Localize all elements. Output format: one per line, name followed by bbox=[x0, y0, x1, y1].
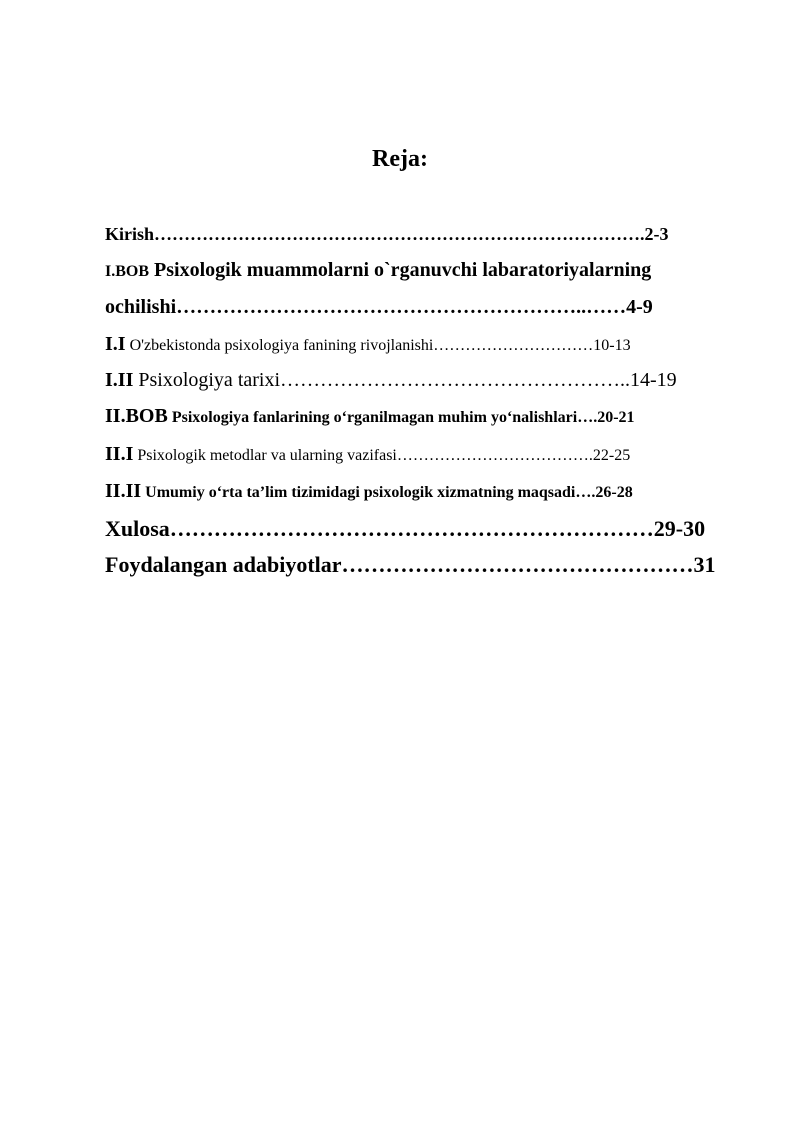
toc-entry-bob1-continuation: ochilishi……………………………………………………..……4-9 bbox=[105, 296, 653, 318]
toc-entry-adabiyotlar: Foydalangan adabiyotlar…………………………………………31 bbox=[105, 552, 716, 577]
toc-entry-number: I.II bbox=[105, 369, 134, 391]
toc-entry-xulosa: Xulosa…………………………………………………………29-30 bbox=[105, 516, 706, 541]
toc-entry-kirish: Kirish……………………………………………………………………….2-3 bbox=[105, 224, 669, 244]
page-title: Reja: bbox=[372, 146, 428, 172]
toc-entry-number: I.I bbox=[105, 333, 126, 355]
toc-entry-prefix: I.BOB bbox=[105, 263, 150, 280]
toc-entry-2-2 bbox=[105, 481, 633, 501]
toc-entry-number: II.I bbox=[105, 443, 134, 465]
toc-entry-label: Psixologiya fanlarining o‘rganilmagan muhim yo‘nalishlari….20-21 bbox=[167, 409, 635, 426]
toc-entry-label: Umumiy o‘rta ta’lim tizimidagi psixologik xizmatning maqsadi….26-28 bbox=[141, 484, 633, 501]
toc-entry-number: II.II bbox=[105, 480, 142, 502]
toc-entry-1-2 bbox=[105, 370, 677, 390]
toc-entry-1-1 bbox=[105, 334, 631, 354]
toc-entry-label: O'zbekistonda psixologiya fanining rivojlanishi…………………………10-13 bbox=[125, 337, 631, 354]
toc-entry-bob2 bbox=[105, 406, 635, 426]
toc-entry-prefix: II.BOB bbox=[105, 405, 168, 427]
toc-entry-bob1 bbox=[105, 260, 651, 280]
toc-entry-2-1 bbox=[105, 444, 630, 464]
toc-entry-label: Psixologiya tarixi……………………………………………..14-19 bbox=[133, 369, 677, 391]
toc-entry-label: Psixologik metodlar va ularning vazifasi……………………………….22-25 bbox=[133, 447, 631, 464]
toc-entry-label: Psixologik muammolarni o`rganuvchi labaratoriyalarning bbox=[149, 259, 652, 281]
